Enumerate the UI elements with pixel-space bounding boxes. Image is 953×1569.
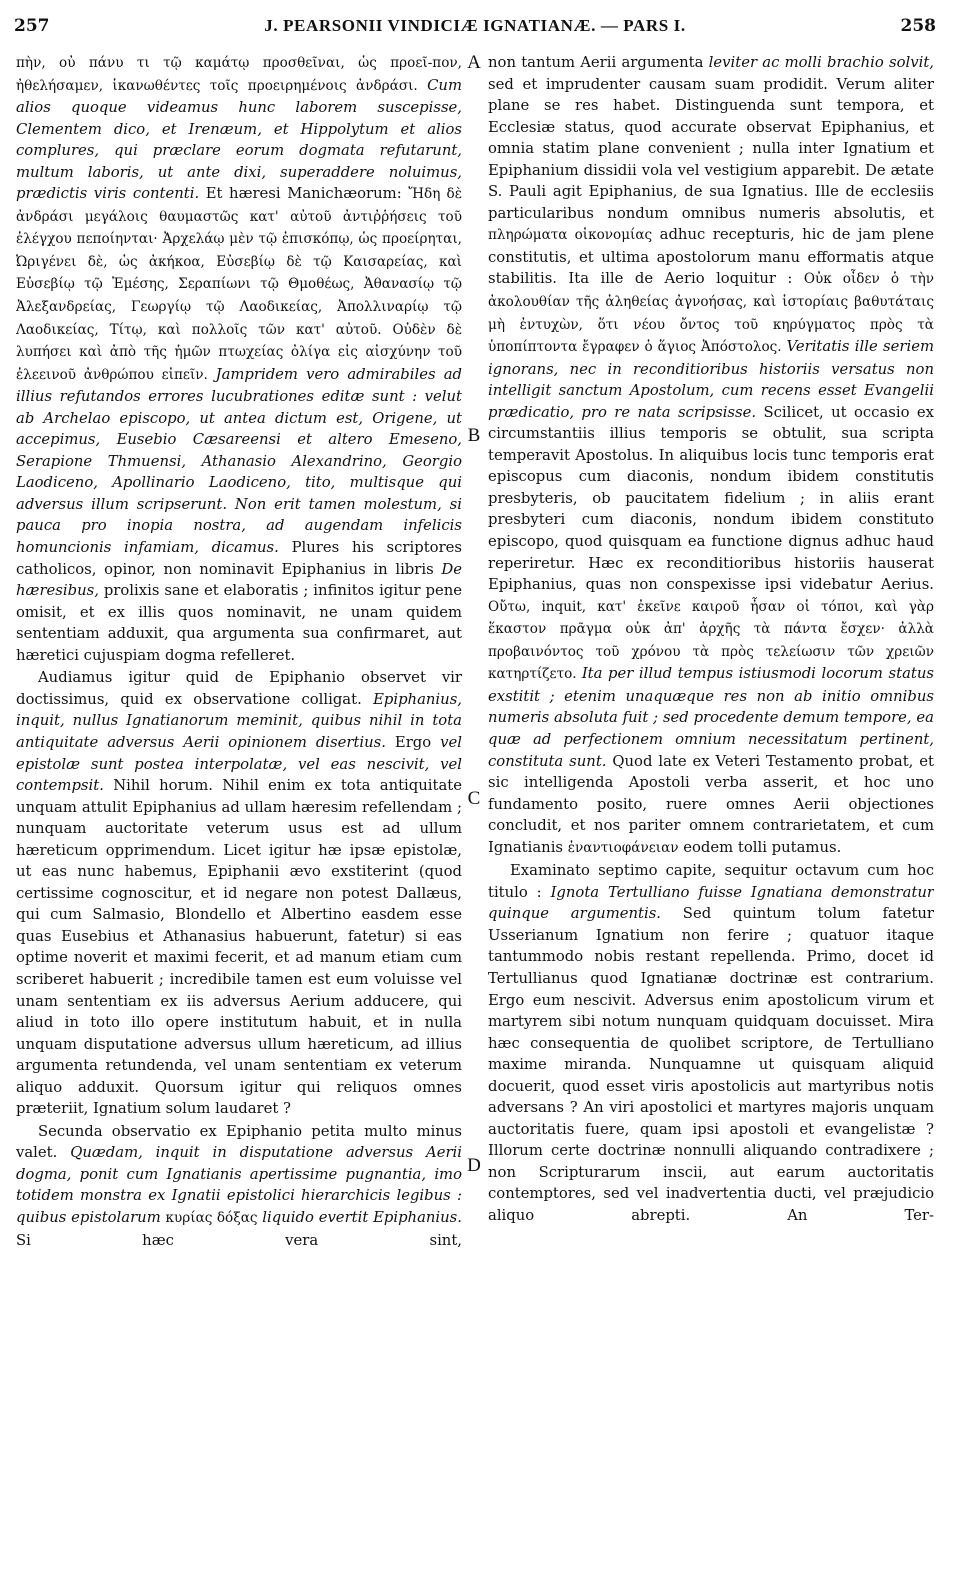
greek-text: Οὔτω, inquit, κατ' ἐκεῖνε καιροῦ ἦσαν οἱ τόποι, καὶ γὰρ ἕκαστον πρᾶγμα οὐκ ἀπ' ἀρχῆς τὰ πάντα ἔσχεν· ἀλλὰ προβαινόντος τοῦ χρόνου τὰ πρὸς τελείωσιν τῶν χρειῶν κατηρτίζετο. [488, 598, 934, 683]
greek-text: κυρίας δόξας [165, 1209, 258, 1226]
paragraph [488, 860, 934, 1226]
greek-text: ἐναντιοφάνειαν [567, 839, 679, 856]
body-text: Examinato septimo capite, sequitur octavum cum hoc titulo : [488, 862, 934, 901]
section-marker-d: D [467, 1155, 481, 1176]
section-marker-a: A [467, 52, 481, 73]
latin-translation: Veritatis ille seriem ignorans, nec in reconditioribus historiis versatus non intelligit sanctum Apostolum, cum recens esset Evangelii prædicatio, pro re nata scripsisse. [488, 338, 934, 421]
body-text: Et hæresi Manichæorum: [199, 185, 409, 203]
greek-text: πὴν, οὐ πάνυ τι τῷ καμάτῳ προσθεῖναι, ὡς προεῖ-πον, ἠθελήσαμεν, ἱκανωθέντες τοῖς προειρημένοις ἀνδράσι. [16, 55, 462, 94]
latin-translation: Ita per illud tempus istiusmodi locorum status exstitit ; etenim unaquæque res non ab initio omnibus numeris absoluta fuit ; sed procedente demum tempore, ea quæ ad perfectionem omnium necessitatum pertinent, constituta sunt. [488, 665, 934, 770]
latin-translation: Jampridem vero admirabiles ad illius refutandos errores lucubrationes editæ sunt : velut ab Archelao episcopo, ut antea dictum est, Origene, ut accepimus, Eusebio Cæsareensi et altero Emeseno, Serapione Thmuensi, Athanasio Alexandrino, Georgio Laodiceno, Apollinario Laodiceno, tito, multisque qui adversus illum scripserunt. Non erit tamen molestum, si pauca pro inopia nostra, ad augendam infelicis homuncionis infamiam, dicamus. [16, 365, 462, 557]
page-number-right: 258 [900, 16, 936, 36]
body-text: adhuc recepturis, hic de jam plene constitutis, et ultima apostolorum manu efformatis atque stabilitis. Ita ille de Aerio loquitur : [488, 226, 934, 288]
body-text: Nihil horum. Nihil enim ex tota antiquitate unquam attulit Epiphanius ad ullam hæresim refellendam ; nunquam auctoritate veterum usus est ad ullum hæreticum opprimendum. Licet igitur hæ ipsæ epistolæ, ut eas nunc habemus, Epiphanii ævo exstiterint (quod certissime cognoscitur, et id negare non potest Dallæus, qui cum Salmasio, Blondello et Albertino easdem esse quas Eusebius et Athanasius habuerunt, fatetur) si eas optime noverit et maximi fecerit, et ad manum etiam cum scriberet habuerit ; incredibile tamen est eum voluisse vel unam sententiam ex iis adversus Aerium adducere, qui aliud in toto illo opere institutum habuit, et in nulla unquam disputatione adversus ullum hæreticum, ad illius argumenta retundenda, vel unam sententiam ex veterum aliquo adduxit. Quorsum igitur qui reliquos omnes præteriit, Ignatium solum laudaret ? [16, 777, 462, 1118]
latin-translation: Epiphanius, inquit, nullus Ignatianorum meminit, quibus nihil in tota antiquitate adversus Aerii opinionem disertius. [16, 690, 462, 751]
paragraph [488, 52, 934, 859]
section-marker-c: C [467, 788, 481, 809]
body-text: Si hæc vera sint, [16, 1231, 462, 1249]
paragraph [16, 52, 462, 666]
body-text: prolixis sane et elaboratis ; infinitos igitur pene omisit, et ex illis quos nominavit, ne unam quidem sententiam adduxit, qua argumenta sua confirmaret, aut hæretici cujuspiam dogma refelleret. [16, 582, 462, 664]
latin-translation: Cum alios quoque videamus hunc laborem suscepisse, Clementem dico, et Irenæum, et Hippolytum et alios complures, qui præclare eorum dogmata refutarunt, multum laboris, ut ante dixi, superaddere noluimus, prædictis viris contenti. [16, 76, 462, 203]
paragraph [16, 667, 462, 1119]
body-text: eodem tolli putamus. [678, 838, 842, 856]
page-number-left: 257 [14, 16, 50, 36]
body-text: Audiamus igitur quid de Epiphanio observet vir doctissimus, quid ex observatione colligat. [16, 669, 462, 708]
latin-translation: Ignota Tertulliano fuisse Ignatiana demonstratur quinque argumentis. [488, 883, 934, 923]
body-text: Ergo [385, 733, 441, 751]
section-marker-b: B [467, 425, 481, 446]
latin-translation: vel epistolæ sunt postea interpolatæ, vel eas nescivit, vel contempsit. [16, 733, 462, 795]
running-header [14, 16, 936, 42]
left-column [16, 52, 462, 1557]
latin-translation: De hæresibus, [16, 560, 462, 600]
running-title: J. PEARSONII VINDICIÆ IGNATIANÆ. — PARS I. [264, 16, 686, 35]
latin-translation: Quædam, inquit in disputatione adversus Aerii dogma, ponit cum Ignatianis apertissime pugnantia, imo totidem monstra ex Ignatii epistolici hierarchicis legibus : quibus epistolarum [16, 1144, 462, 1226]
greek-text: Οὐκ οἶδεν ὁ τὴν ἀκολουθίαν τῆς ἀληθείας ἀγνοήσας, καὶ ἱστορίαις βαθυτάταις μὴ ἐντυχὼν, ὅτι νέου ὄντος τοῦ κηρύγματος πρὸς τὰ ὑποπίπτοντα ἔγραφεν ὁ ἅγιος Ἀπόστολος. [488, 271, 934, 356]
body-text: sed et imprudenter causam suam prodidit. Verum aliter plane se res habet. Distinguenda sunt tempora, et Ecclesiæ status, quod accurate observat Epiphanius, et omnia statim plane convenient ; nulla inter Ignatium et Epiphanium dissidii vola vel vestigium apparebit. De ætate S. Pauli agit Epiphanius, de sua Ignatius. Ille de ecclesiis particularibus nondum omnibus numeris absolutis, et [488, 75, 934, 222]
latin-translation: liquido evertit Epiphanius. [257, 1208, 462, 1226]
paragraph [16, 1121, 462, 1251]
body-text: Sed quintum tolum fatetur Usserianum Ignatium non ferire ; quatuor itaque tantummodo nobis restant repellenda. Primo, docet id Tertullianus quod Ignatianæ doctrinæ est contrarium. Ergo eum nescivit. Adversus enim apostolicum virum et martyrem sibi notum nunquam quidquam docuisset. Mira hæc consequentia de quolibet scriptore, de Tertulliano maxime miranda. Nunquamne ut quisquam aliquid docuerit, quod esset viris apostolicis aut martyribus notis adversans ? An viri apostolici et martyres majoris unquam auctoritatis fuere, quam ipsi apostoli et evangelistæ ? Illorum certe doctrinæ nonnulli aliquando contradixere ; non Scripturarum inscii, aut earum auctoritatis contemptores, sed vel inadvertentia ducti, vel præjudicio aliquo abrepti. An Ter- [488, 905, 934, 1224]
body-text: Scilicet, ut occasio ex circumstantiis illius temporis se obtulit, sua scripta temperavit Apostolus. In aliquibus locis tunc temporis erat episcopus cum diaconis, nondum ibidem constitutis presbyteris, ob paucitatem fidelium ; in aliis erant presbyteri cum diaconis, nondum ibidem constituto episcopo, quod quisquam ea functione dignus adhuc haud reperiretur. Hæc ex reconditioribus historiis hauserat Epiphanius, quas non conspexisse ipsi videbatur Aerius. [488, 403, 934, 594]
greek-text: Ἤδη δὲ ἀνδράσι μεγάλοις θαυμαστῶς κατ' αὐτοῦ ἀντιῤῥήσεις τοῦ ἐλέγχου πεποίηνται· Ἀρχελάῳ μὲν τῷ ἐπισκόπῳ, ὡς προείρηται, Ὠριγένει δὲ, ὡς ἀκήκοα, Εὐσεβίῳ δὲ τῷ Καισαρείας, καὶ Εὐσεβίῳ τῷ Ἐμέσης, Σεραπίωνι τῷ Θμοθέως, Ἀθανασίῳ τῷ Ἀλεξανδρείας, Γεωργίῳ τῷ Λαοδικείας, Ἀπολλιναρίῳ τῷ Λαοδικείας, Τίτῳ, καὶ πολλοῖς τῶν κατ' αὐτοῦ. Οὐδὲν δὲ λυπήσει καὶ ἀπὸ τῆς ἡμῶν πτωχείας ὀλίγα εἰς αἰσχύνην τοῦ ἐλεεινοῦ ἀνθρώπου εἰπεῖν. [16, 186, 462, 383]
greek-text: πληρώματα οἰκονομίας [488, 227, 653, 244]
body-text: Quod late ex Veteri Testamento probat, et sic intelligenda Apostoli verba asserit, et hoc uno fundamento posito, ruere omnes Aerii objectiones concludit, et nos pariter omnem contrarietatem, et cum Ignatianis [488, 752, 934, 856]
latin-translation: leviter ac molli brachio solvit, [708, 54, 934, 71]
body-text: Secunda observatio ex Epiphanio petita multo minus valet. [16, 1122, 462, 1162]
right-column [488, 52, 934, 1557]
body-text: non tantum Aerii argumenta [488, 54, 709, 71]
body-text: Plures his scriptores catholicos, opinor, non nominavit Epiphanius in libris [16, 539, 462, 578]
